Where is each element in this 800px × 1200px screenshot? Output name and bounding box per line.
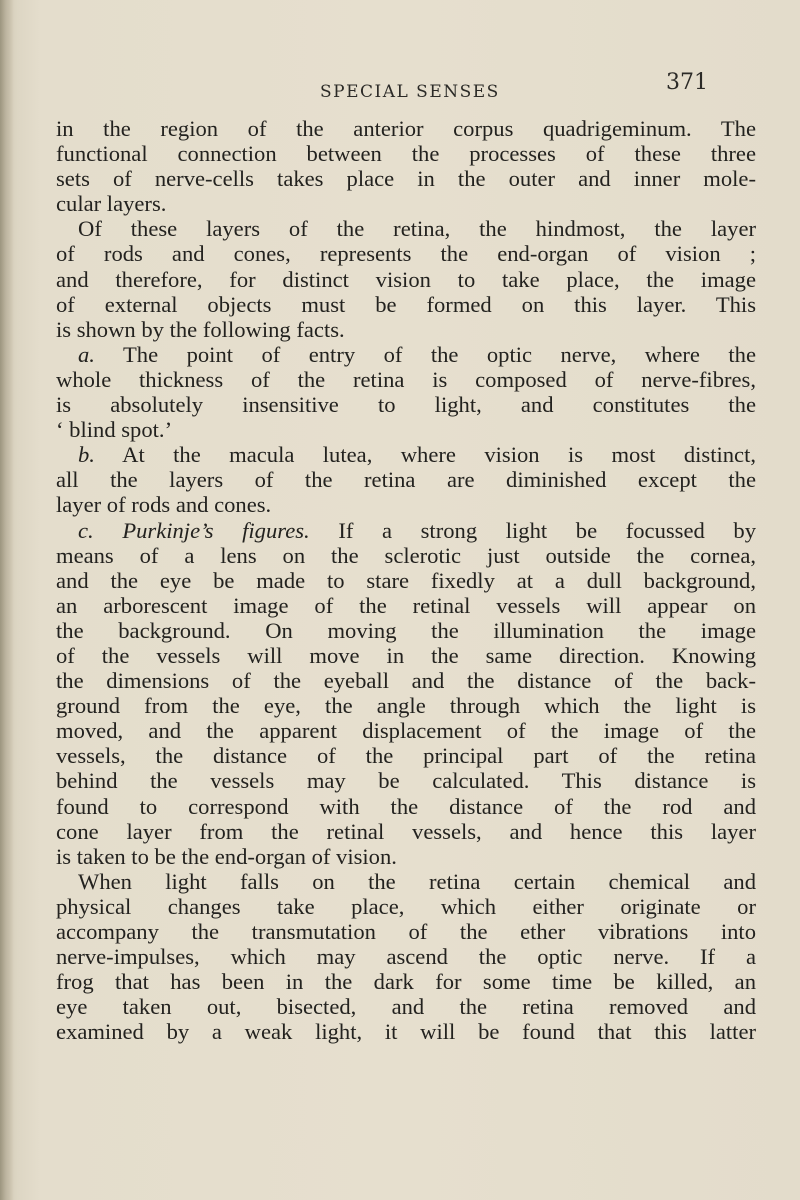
text-line: whole thickness of the retina is composed of nerve-fibres, bbox=[56, 366, 756, 392]
text-line: in the region of the anterior corpus quadrigeminum. The bbox=[56, 116, 756, 141]
body-text bbox=[56, 116, 756, 1044]
text-line: moved, and the apparent displacement of the image of the bbox=[56, 718, 756, 744]
text-line: cone layer from the retinal vessels, and hence this layer bbox=[56, 818, 756, 844]
marker-c: c. bbox=[78, 517, 94, 543]
purkinje-figures-title: Purkinje’s figures. bbox=[122, 517, 310, 543]
text-line: of external objects must be formed on this layer. This bbox=[56, 291, 756, 317]
text-line-marker-b bbox=[56, 442, 756, 467]
text-line: found to correspond with the distance of the rod and bbox=[56, 793, 756, 819]
text-line: At the macula lutea, where vision is most distinct, bbox=[122, 442, 756, 468]
text-line-marker-a bbox=[56, 342, 756, 367]
text-line: cular layers. bbox=[56, 191, 167, 217]
text-line: functional connection between the processes of these three bbox=[56, 141, 756, 167]
text-line: means of a lens on the sclerotic just outside the cornea, bbox=[56, 542, 756, 568]
text-line: ground from the eye, the angle through which the light is bbox=[56, 693, 756, 719]
text-line: The point of entry of the optic nerve, where the bbox=[123, 341, 756, 367]
text-line: of rods and cones, represents the end-organ of vision ; bbox=[56, 241, 756, 267]
text-line: an arborescent image of the retinal vessels will appear on bbox=[56, 592, 756, 618]
text-line: layer of rods and cones. bbox=[56, 492, 272, 518]
text-line: behind the vessels may be calculated. This distance is bbox=[56, 768, 756, 794]
text-line: When light falls on the retina certain chemical and bbox=[78, 868, 756, 894]
text-line: vessels, the distance of the principal part of the retina bbox=[56, 743, 756, 769]
text-line: examined by a weak light, it will be found that this latter bbox=[56, 1019, 756, 1045]
text-line-marker-c bbox=[56, 518, 756, 543]
marker-b: b. bbox=[78, 442, 95, 468]
text-line: the dimensions of the eyeball and the distance of the back- bbox=[56, 668, 756, 694]
text-line: and the eye be made to stare fixedly at a dull background, bbox=[56, 567, 756, 593]
text-line: frog that has been in the dark for some time be killed, an bbox=[56, 969, 756, 995]
binding-gutter-shadow bbox=[0, 0, 14, 1200]
text-line: sets of nerve-cells takes place in the outer and inner mole- bbox=[56, 166, 756, 192]
text-line: all the layers of the retina are diminished except the bbox=[56, 467, 756, 493]
text-line: is shown by the following facts. bbox=[56, 316, 345, 342]
text-line: nerve-impulses, which may ascend the optic nerve. If a bbox=[56, 944, 756, 970]
text-line: Of these layers of the retina, the hindmost, the layer bbox=[78, 216, 756, 242]
marker-a: a. bbox=[78, 341, 95, 367]
text-line: is absolutely insensitive to light, and constitutes the bbox=[56, 392, 756, 418]
text-line: is taken to be the end-organ of vision. bbox=[56, 843, 397, 869]
text-line: eye taken out, bisected, and the retina removed and bbox=[56, 994, 756, 1020]
text-line: accompany the transmutation of the ether vibrations into bbox=[56, 919, 756, 944]
text-line: of the vessels will move in the same direction. Knowing bbox=[56, 642, 756, 668]
text-line: the background. On moving the illumination the image bbox=[56, 617, 756, 643]
text-line: ‘ blind spot.’ bbox=[56, 417, 173, 443]
page-number: 371 bbox=[666, 70, 708, 95]
text-line: and therefore, for distinct vision to take place, the image bbox=[56, 266, 756, 292]
running-head: SPECIAL SENSES bbox=[320, 82, 500, 102]
text-line: If a strong light be focussed by bbox=[338, 517, 756, 543]
text-line: physical changes take place, which either originate or bbox=[56, 893, 756, 919]
